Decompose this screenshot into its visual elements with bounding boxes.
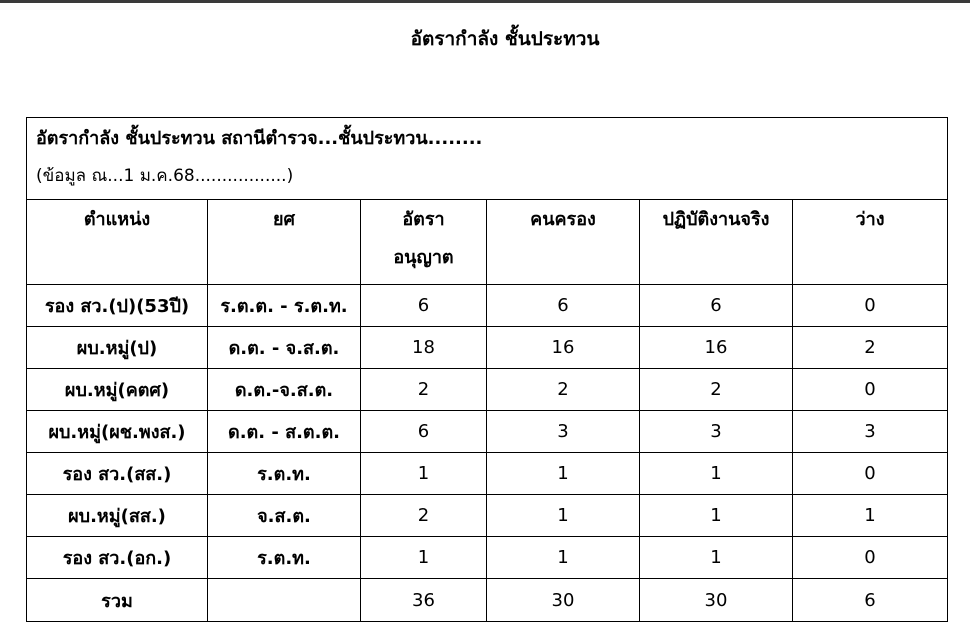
cell-rank: ด.ต. - ส.ต.ต. [208,411,361,453]
cell-vacant: 0 [793,537,948,579]
cell-holding: 1 [487,537,640,579]
table-row [27,369,948,411]
cell-quota: 18 [361,327,487,369]
total-vacant: 6 [793,579,948,622]
header-actual: ปฏิบัติงานจริง [640,200,793,285]
cell-quota: 6 [361,411,487,453]
table-caption [27,118,948,200]
caption-title: อัตรากำลัง ชั้นประทวน สถานีตำรวจ...ชั้นประทวน........ [36,128,483,149]
table-total-row [27,579,948,622]
cell-holding: 16 [487,327,640,369]
cell-rank: ร.ต.ท. [208,537,361,579]
table-row [27,285,948,327]
cell-actual: 1 [640,453,793,495]
total-quota: 36 [361,579,487,622]
cell-rank: ด.ต.-จ.ส.ต. [208,369,361,411]
cell-actual: 3 [640,411,793,453]
staffing-table [26,117,948,622]
cell-rank: ร.ต.ท. [208,453,361,495]
table-row [27,495,948,537]
cell-position: ผบ.หมู่(ผช.พงส.) [27,411,208,453]
cell-vacant: 0 [793,453,948,495]
header-position: ตำแหน่ง [27,200,208,285]
cell-rank: จ.ส.ต. [208,495,361,537]
cell-quota: 1 [361,537,487,579]
cell-vacant: 0 [793,369,948,411]
cell-rank: ด.ต. - จ.ส.ต. [208,327,361,369]
cell-holding: 2 [487,369,640,411]
cell-actual: 1 [640,537,793,579]
table-row [27,327,948,369]
table-body [27,285,948,579]
header-holding: คนครอง [487,200,640,285]
cell-actual: 2 [640,369,793,411]
cell-position: รอง สว.(อก.) [27,537,208,579]
cell-actual: 1 [640,495,793,537]
cell-rank: ร.ต.ต. - ร.ต.ท. [208,285,361,327]
page-title: อัตรากำลัง ชั้นประทวน [410,28,600,50]
cell-vacant: 0 [793,285,948,327]
cell-position: ผบ.หมู่(ป) [27,327,208,369]
header-quota: อัตรา อนุญาต [361,200,487,285]
cell-holding: 1 [487,495,640,537]
caption-date: (ข้อมูล ณ...1 ม.ค.68.................) [36,166,294,186]
cell-actual: 6 [640,285,793,327]
table-row [27,453,948,495]
cell-position: รอง สว.(ป)(53ปี) [27,285,208,327]
table-caption-row [27,118,948,200]
cell-quota: 1 [361,453,487,495]
cell-quota: 2 [361,369,487,411]
cell-holding: 3 [487,411,640,453]
cell-vacant: 1 [793,495,948,537]
total-rank [208,579,361,622]
cell-position: ผบ.หมู่(สส.) [27,495,208,537]
header-vacant: ว่าง [793,200,948,285]
table-header-row [27,200,948,285]
cell-quota: 2 [361,495,487,537]
total-label: รวม [27,579,208,622]
table-row [27,411,948,453]
header-rank: ยศ [208,200,361,285]
cell-holding: 6 [487,285,640,327]
cell-quota: 6 [361,285,487,327]
total-holding: 30 [487,579,640,622]
table-row [27,537,948,579]
cell-holding: 1 [487,453,640,495]
cell-vacant: 2 [793,327,948,369]
top-border [0,0,970,3]
cell-position: ผบ.หมู่(คตศ) [27,369,208,411]
cell-actual: 16 [640,327,793,369]
cell-vacant: 3 [793,411,948,453]
cell-position: รอง สว.(สส.) [27,453,208,495]
total-actual: 30 [640,579,793,622]
